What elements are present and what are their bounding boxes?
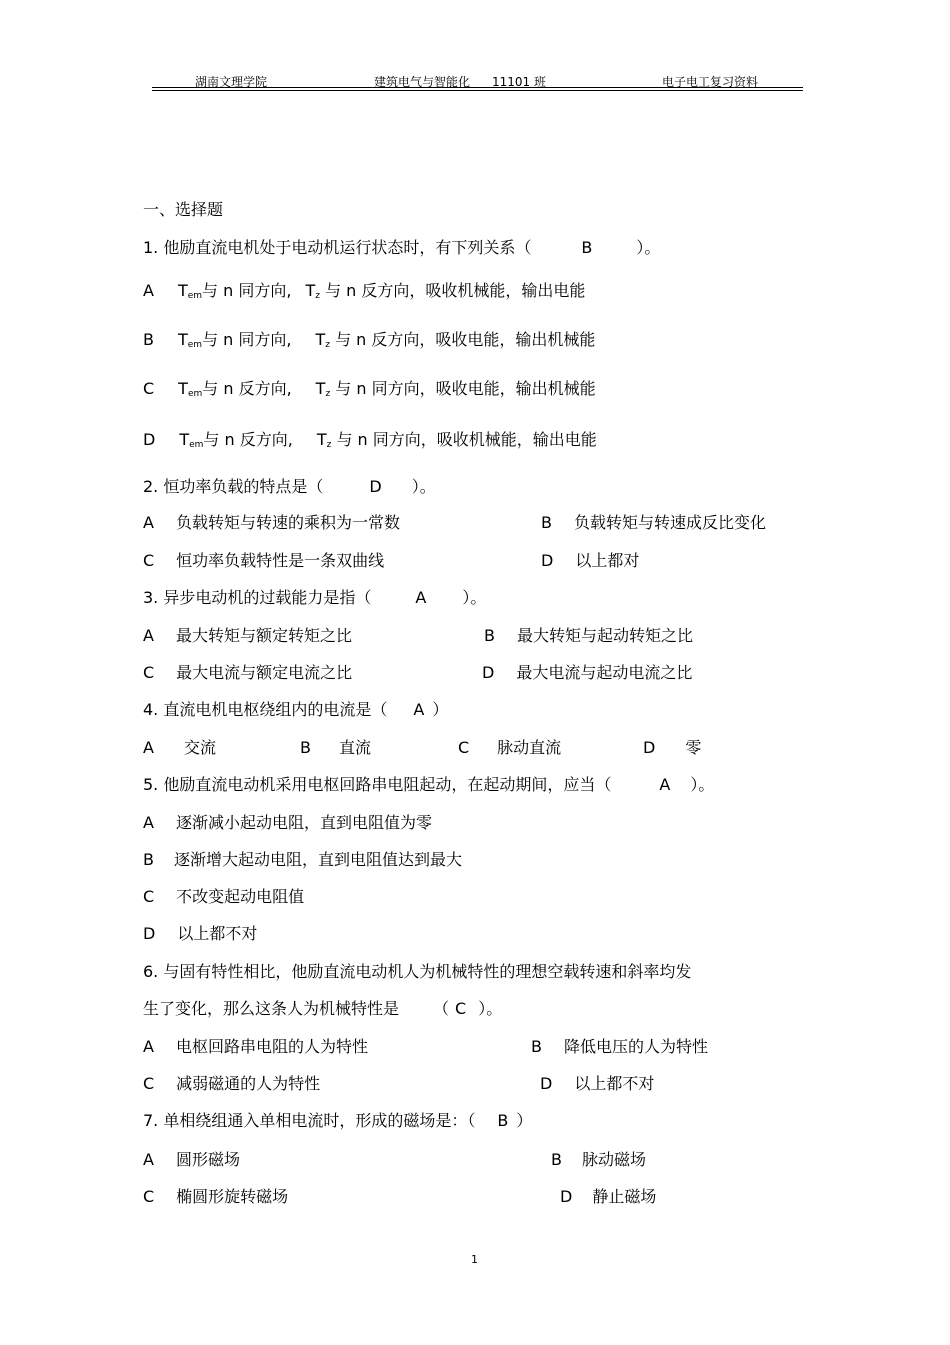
header-class-no: 11101 班 (492, 75, 546, 89)
header-rule-bottom (152, 90, 803, 91)
question-6-stem-line-1: 6. 与固有特性相比，他励直流电动机人为机械特性的理想空载转速和斜率均发 (143, 962, 692, 981)
question-2-option-a: A 负载转矩与转速的乘积为一常数 (143, 513, 400, 532)
header-school: 湖南文理学院 (195, 75, 268, 89)
question-3-stem: 3. 异步电动机的过载能力是指（ A ）。 (143, 588, 487, 607)
question-5-option-c: C 不改变起动电阻值 (143, 887, 305, 906)
question-1-option-a: A $T_{em}$与 n 同方向, $T_z$ 与 n 反方向，吸收机械能，输出电能 (143, 281, 586, 301)
header-title: 电子电工复习资料 (662, 75, 759, 89)
question-1-stem: 1. 他励直流电机处于电动机运行状态时，有下列关系（ B ）。 (143, 238, 661, 257)
question-1-option-d: D $T_{em}$与 n 反方向, $T_z$ 与 n 同方向，吸收机械能，输出电能 (143, 430, 597, 450)
question-4-option-c: C 脉动直流 (458, 738, 562, 757)
question-2-stem: 2. 恒功率负载的特点是（ D ）。 (143, 477, 436, 496)
question-3-answer: A (415, 588, 427, 607)
header-class-name: 建筑电气与智能化 (374, 75, 471, 89)
question-2-answer: D (369, 477, 382, 496)
question-3-option-d: D 最大电流与起动电流之比 (482, 663, 693, 682)
question-6-option-a: A 电枢回路串电阻的人为特性 (143, 1037, 368, 1056)
question-3-option-c: C 最大电流与额定电流之比 (143, 663, 353, 682)
question-2-option-c: C 恒功率负载特性是一条双曲线 (143, 551, 385, 570)
question-3-option-b: B 最大转矩与起动转矩之比 (484, 626, 693, 645)
question-6-answer: C (455, 999, 467, 1018)
question-6-stem-line-2: 生了变化，那么这条人为机械特性是 （ C ）。 (143, 999, 503, 1018)
header-rule-top (152, 87, 803, 88)
page-number: 1 (471, 1253, 478, 1266)
question-7-option-d: D 静止磁场 (560, 1187, 657, 1206)
question-7-answer: B (497, 1111, 509, 1130)
question-1-answer: B (581, 238, 593, 257)
question-5-answer: A (659, 775, 671, 794)
question-4-option-d: D 零 (643, 738, 702, 757)
question-1-option-b: B $T_{em}$与 n 同方向, $T_z$ 与 n 反方向，吸收电能，输出机械能 (143, 330, 596, 350)
question-4-option-a: A 交流 (143, 738, 216, 757)
question-5-stem: 5. 他励直流电动机采用电枢回路串电阻起动，在起动期间，应当（ A ）。 (143, 775, 715, 794)
question-5-option-b: B 逐渐增大起动电阻，直到电阻值达到最大 (143, 850, 462, 869)
question-5-option-a: A 逐渐减小起动电阻，直到电阻值为零 (143, 813, 432, 832)
question-3-option-a: A 最大转矩与额定转矩之比 (143, 626, 352, 645)
question-6-option-b: B 降低电压的人为特性 (531, 1037, 708, 1056)
question-2-option-b: B 负载转矩与转速成反比变化 (541, 513, 766, 532)
question-6-option-d: D 以上都不对 (540, 1074, 655, 1093)
question-7-stem: 7. 单相绕组通入单相电流时，形成的磁场是：（ B ） (143, 1111, 533, 1130)
question-2-option-d: D 以上都对 (541, 551, 640, 570)
question-4-stem: 4. 直流电机电枢绕组内的电流是（ A ） (143, 700, 449, 719)
question-1-option-c: C $T_{em}$与 n 反方向, $T_z$ 与 n 同方向，吸收电能，输出机械能 (143, 379, 596, 399)
question-6-option-c: C 减弱磁通的人为特性 (143, 1074, 321, 1093)
question-5-option-d: D 以上都不对 (143, 924, 258, 943)
question-4-option-b: B 直流 (300, 738, 371, 757)
question-4-answer: A (413, 700, 425, 719)
question-7-option-b: B 脉动磁场 (551, 1150, 646, 1169)
question-7-option-c: C 椭圆形旋转磁场 (143, 1187, 289, 1206)
section-title: 一、选择题 (143, 200, 224, 219)
question-7-option-a: A 圆形磁场 (143, 1150, 240, 1169)
